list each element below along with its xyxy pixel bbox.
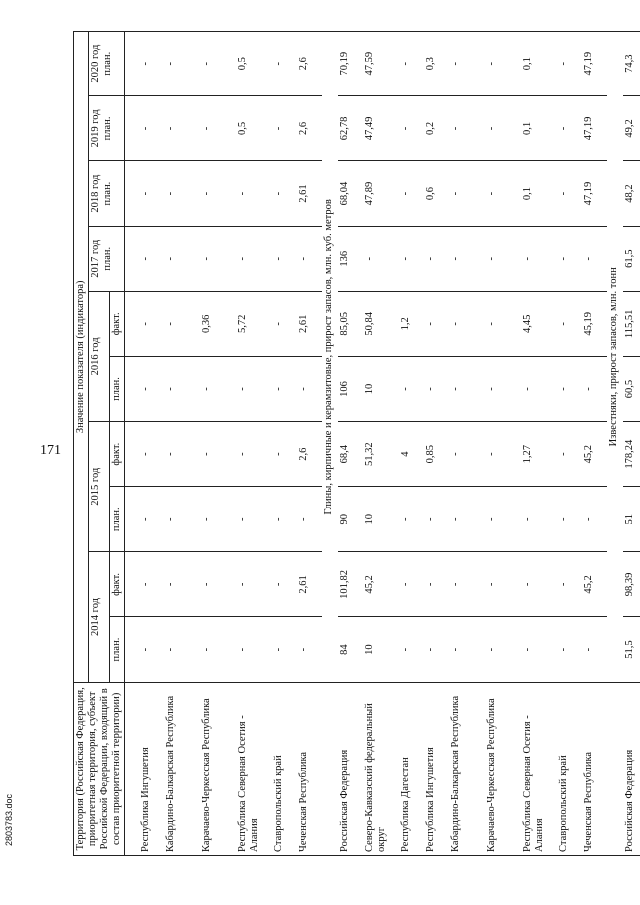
section-title-row [322,32,338,856]
territory-name: Карачаево-Черкесская Республика [200,682,236,855]
value-cell: 45,19 [582,291,607,356]
territory-name: Чеченская Республика [297,682,322,855]
value-cell: 10 [363,487,399,552]
table-body [125,32,640,856]
header-2015: 2015 год [89,422,110,552]
value-cell: 4,45 [521,291,557,356]
value-cell: - [164,422,200,487]
value-cell: 2,61 [297,161,322,226]
table-row [272,32,297,856]
value-cell: - [139,32,164,96]
value-cell: - [449,356,485,421]
value-cell: - [139,422,164,487]
table-row [139,32,164,856]
value-cell: - [557,226,582,291]
value-cell: - [424,487,449,552]
value-cell: - [399,552,424,617]
value-cell: 0,2 [424,96,449,161]
value-cell: - [200,161,236,226]
value-cell: - [582,356,607,421]
territory-name: Республика Ингушетия [424,682,449,855]
header-2018: 2018 год план. [89,161,125,226]
value-cell: 51 [623,487,640,552]
value-cell: - [236,422,272,487]
value-cell: - [272,422,297,487]
value-cell: - [557,291,582,356]
value-cell: - [272,552,297,617]
header-fact-2014: факт. [110,552,125,617]
header-2017: 2017 год план. [89,226,125,291]
value-cell: 101,82 [338,552,363,617]
value-cell: - [485,96,521,161]
value-cell: - [297,487,322,552]
table-row [236,32,272,856]
section-title: Глины, кирпичные и керамзитовые, прирост запасов, млн. куб. метров [322,32,338,683]
value-cell: 0,5 [236,32,272,96]
indicator-table [73,31,640,856]
value-cell: - [164,356,200,421]
table-row [582,32,607,856]
value-cell: 51,5 [623,617,640,682]
value-cell: - [557,161,582,226]
territory-name: Республика Ингушетия [139,682,164,855]
value-cell: 2,6 [297,96,322,161]
value-cell: 115,51 [623,291,640,356]
value-cell: 178,24 [623,422,640,487]
value-cell: - [139,291,164,356]
value-cell: - [272,161,297,226]
value-cell: 10 [363,617,399,682]
value-cell: - [449,617,485,682]
value-cell: - [200,552,236,617]
header-plan-2014: план. [110,617,125,682]
value-cell: - [164,226,200,291]
header-2014: 2014 год [89,552,110,682]
value-cell: - [424,617,449,682]
value-cell: - [139,226,164,291]
value-cell: - [485,32,521,96]
value-cell: - [449,552,485,617]
value-cell: - [164,96,200,161]
document-id: 2803783.doc [4,793,14,846]
value-cell: 74,3 [623,32,640,96]
table-row [338,32,363,856]
value-cell: - [521,617,557,682]
value-cell: - [272,617,297,682]
value-cell: - [485,161,521,226]
value-cell: 2,6 [297,32,322,96]
territory-name: Кабардино-Балкарская Республика [449,682,485,855]
territory-name: Республика Северная Осетия - Алания [521,682,557,855]
value-cell: 2,61 [297,291,322,356]
value-cell: 1,27 [521,422,557,487]
table-row [623,32,640,856]
value-cell: 49,2 [623,96,640,161]
table-row [449,32,485,856]
value-cell: 0,3 [424,32,449,96]
value-cell: 2,61 [297,552,322,617]
value-cell: - [164,32,200,96]
territory-name: Республика Дагестан [399,682,424,855]
value-cell: - [272,96,297,161]
value-cell: 0,1 [521,32,557,96]
page-number: 171 [40,443,61,458]
value-cell: 51,32 [363,422,399,487]
value-cell: - [485,356,521,421]
table-row [164,32,200,856]
value-cell: - [399,226,424,291]
territory-name: Чеченская Республика [582,682,607,855]
value-cell: - [272,32,297,96]
value-cell: - [449,422,485,487]
value-cell: - [521,226,557,291]
value-cell: - [139,356,164,421]
value-cell: - [485,291,521,356]
value-cell: - [236,552,272,617]
value-cell: 0,1 [521,96,557,161]
value-cell: - [557,356,582,421]
value-cell: 0,85 [424,422,449,487]
value-cell: 47,49 [363,96,399,161]
value-cell: - [521,356,557,421]
value-cell: - [485,552,521,617]
value-cell: - [272,487,297,552]
value-cell: - [200,487,236,552]
value-cell: - [297,356,322,421]
territory-name: Карачаево-Черкесская Республика [485,682,521,855]
value-cell: - [399,617,424,682]
value-cell: - [424,552,449,617]
value-cell: - [557,422,582,487]
value-cell: - [424,226,449,291]
header-plan-2016: план. [110,356,125,421]
header-2020: 2020 год план. [89,32,125,96]
table-row [200,32,236,856]
value-cell: 1,2 [399,291,424,356]
value-cell: - [164,291,200,356]
value-cell: - [236,161,272,226]
header-2019: 2019 год план. [89,96,125,161]
value-cell: - [557,487,582,552]
value-cell: 45,2 [582,552,607,617]
header-indicator: Значение показателя (индикатора) [74,32,89,683]
table-row [399,32,424,856]
value-cell: - [399,96,424,161]
value-cell: - [557,32,582,96]
value-cell: 70,19 [338,32,363,96]
value-cell: - [200,617,236,682]
value-cell: 98,39 [623,552,640,617]
table-row [297,32,322,856]
value-cell: 136 [338,226,363,291]
value-cell: 47,19 [582,32,607,96]
value-cell: - [399,487,424,552]
value-cell: - [236,226,272,291]
value-cell: - [297,617,322,682]
value-cell: 68,04 [338,161,363,226]
value-cell: - [200,422,236,487]
territory-name: Ставропольский край [272,682,297,855]
value-cell: 0,5 [236,96,272,161]
value-cell: - [557,617,582,682]
value-cell: - [557,96,582,161]
value-cell: - [449,161,485,226]
header-territory: Территория (Российская Федерация, приоритетная территория, субъект Российской Федерации, входящий в состав приоритетной территории) [74,682,125,855]
value-cell: - [272,226,297,291]
value-cell: - [449,487,485,552]
value-cell: - [164,552,200,617]
value-cell: - [139,487,164,552]
header-2016: 2016 год [89,291,110,421]
value-cell: - [363,226,399,291]
value-cell: - [424,291,449,356]
value-cell: - [557,552,582,617]
value-cell: - [164,487,200,552]
territory-name: Северо-Кавказский федеральный округ [363,682,399,855]
value-cell: 0,36 [200,291,236,356]
value-cell: - [272,291,297,356]
value-cell: 48,2 [623,161,640,226]
value-cell: 10 [363,356,399,421]
value-cell: - [236,487,272,552]
value-cell: 84 [338,617,363,682]
value-cell: 90 [338,487,363,552]
value-cell: - [200,32,236,96]
value-cell: 85,05 [338,291,363,356]
header-plan-2015: план. [110,487,125,552]
spacer-row [125,32,140,856]
section-title-row [607,32,623,856]
value-cell: - [399,356,424,421]
value-cell: - [139,96,164,161]
value-cell: 45,2 [582,422,607,487]
value-cell: - [297,226,322,291]
value-cell: - [399,161,424,226]
value-cell: 2,6 [297,422,322,487]
territory-name: Российская Федерация [338,682,363,855]
territory-name: Ставропольский край [557,682,582,855]
header-fact-2015: факт. [110,422,125,487]
section-title: Известняки, прирост запасов, млн. тонн [607,32,623,683]
value-cell: - [449,291,485,356]
value-cell: - [449,32,485,96]
value-cell: - [139,552,164,617]
value-cell: 47,19 [582,96,607,161]
value-cell: - [485,226,521,291]
value-cell: - [449,96,485,161]
value-cell: 50,84 [363,291,399,356]
value-cell: - [485,487,521,552]
value-cell: - [139,617,164,682]
territory-name: Республика Северная Осетия - Алания [236,682,272,855]
value-cell: - [424,356,449,421]
value-cell: 106 [338,356,363,421]
value-cell: 61,5 [623,226,640,291]
value-cell: 60,5 [623,356,640,421]
value-cell: - [164,617,200,682]
table-row [485,32,521,856]
table-header [74,32,125,856]
value-cell: - [582,617,607,682]
table-row [363,32,399,856]
value-cell: - [485,617,521,682]
value-cell: 0,1 [521,161,557,226]
value-cell: 47,59 [363,32,399,96]
territory-name: Российская Федерация [623,682,640,855]
value-cell: 0,6 [424,161,449,226]
value-cell: - [272,356,297,421]
value-cell: - [582,226,607,291]
value-cell: 62,78 [338,96,363,161]
value-cell: 47,89 [363,161,399,226]
value-cell: 45,2 [363,552,399,617]
value-cell: 4 [399,422,424,487]
value-cell: - [200,356,236,421]
value-cell: - [139,161,164,226]
value-cell: - [485,422,521,487]
rotated-table-page [73,31,635,856]
value-cell: 68,4 [338,422,363,487]
value-cell: - [582,487,607,552]
value-cell: - [236,356,272,421]
value-cell: 47,19 [582,161,607,226]
table-row [424,32,449,856]
header-fact-2016: факт. [110,291,125,356]
value-cell: - [449,226,485,291]
value-cell: - [399,32,424,96]
value-cell: - [200,96,236,161]
table-row [557,32,582,856]
value-cell: - [521,552,557,617]
value-cell: - [236,617,272,682]
value-cell: 5,72 [236,291,272,356]
value-cell: - [521,487,557,552]
value-cell: - [200,226,236,291]
value-cell: - [164,161,200,226]
territory-name: Кабардино-Балкарская Республика [164,682,200,855]
table-row [521,32,557,856]
